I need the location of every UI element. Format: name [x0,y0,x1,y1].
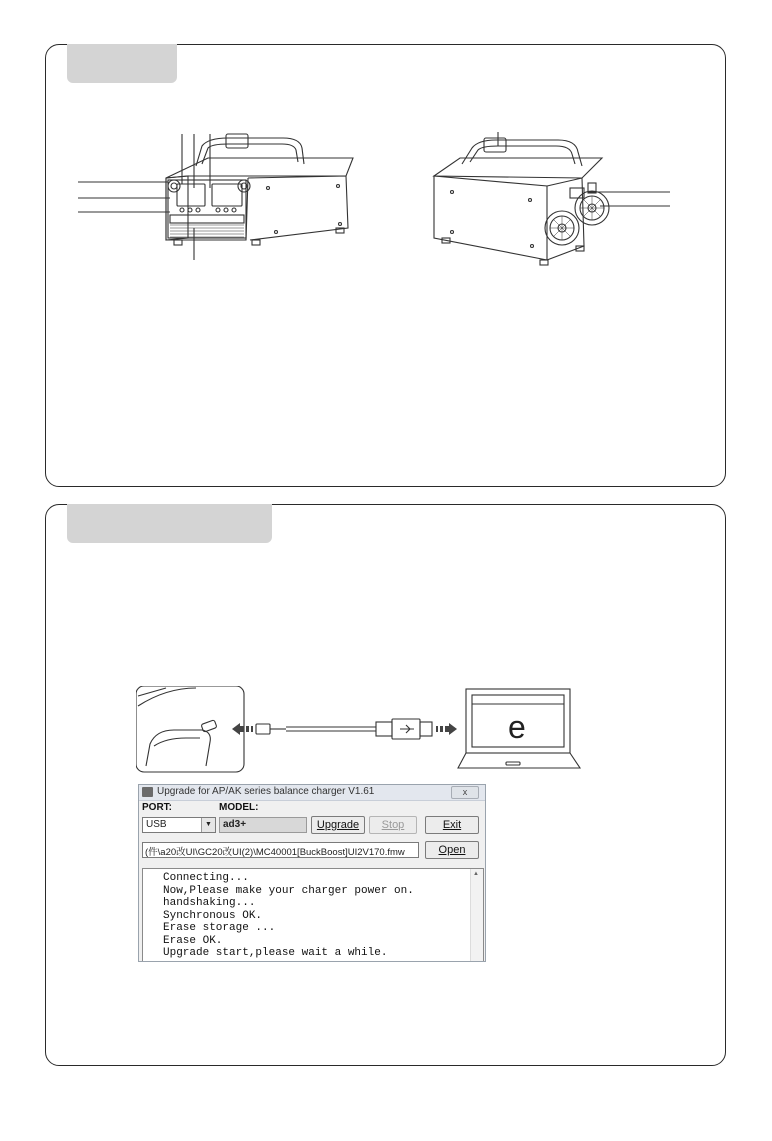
arrow-left-icon [232,723,253,735]
log-scrollbar[interactable] [470,869,483,961]
model-label: MODEL: [219,802,259,813]
log-line: handshaking... [163,897,256,909]
exit-button[interactable]: Exit [425,816,479,834]
charger-rear-illustration [412,128,672,270]
arrow-right-icon [436,723,457,735]
window-titlebar [139,785,485,801]
section-tab-1 [67,44,177,83]
section-tab-2 [67,504,272,543]
close-button[interactable]: x [451,786,479,799]
open-button[interactable]: Open [425,841,479,859]
port-label: PORT: [142,802,172,813]
log-line: Erase storage ... [163,922,276,934]
port-select[interactable] [142,817,216,833]
laptop-screen-letter: e [508,709,526,745]
model-field: ad3+ [219,817,307,833]
chevron-down-icon[interactable]: ▼ [201,818,215,832]
usb-connection-illustration [136,686,584,776]
upgrade-tool-window [138,784,486,962]
charger-front-illustration [78,128,378,263]
log-lines [163,872,414,960]
port-select-value: USB [146,819,167,830]
usb-cable-icon [256,719,432,739]
log-line: Now,Please make your charger power on. [163,884,414,897]
log-line: Connecting... [163,872,249,884]
log-line: Synchronous OK. [163,909,263,922]
firmware-file-path[interactable]: (件\a20改UI\GC20改UI(2)\MC40001[BuckBoost]UI2V170.fmw [142,842,419,858]
scroll-up-icon[interactable]: ▲ [473,871,479,877]
log-line: Upgrade start,please wait a while. [163,947,388,959]
window-title: Upgrade for AP/AK series balance charger V1.61 [157,786,375,797]
app-icon [142,787,153,797]
stop-button[interactable]: Stop [369,816,417,834]
upgrade-button[interactable]: Upgrade [311,816,365,834]
log-line: Erase OK. [163,934,223,947]
upgrade-log[interactable] [142,868,484,962]
